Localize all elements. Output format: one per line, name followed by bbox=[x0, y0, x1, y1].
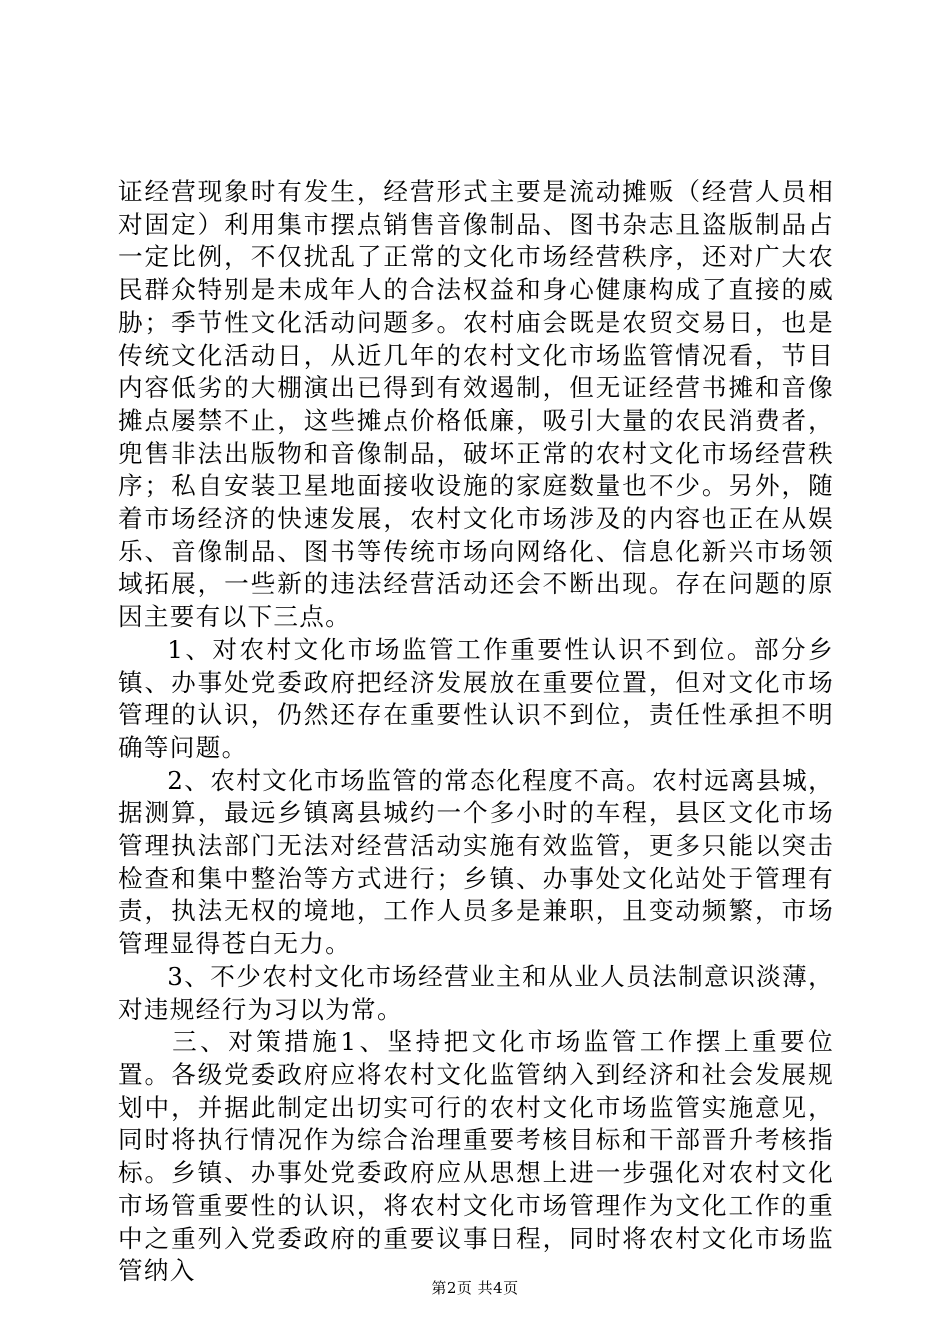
paragraph-point-1: 1、对农村文化市场监管工作重要性认识不到位。部分乡镇、办事处党委政府把经济发展放在重要位置，但对文化市场管理的认识，仍然还存在重要性认识不到位，责任性承担不明确等问题。 bbox=[118, 634, 834, 762]
body-text bbox=[118, 176, 834, 1288]
paragraph-countermeasures: 三、对策措施1、坚持把文化市场监管工作摆上重要位置。各级党委政府应将农村文化监管纳入到经济和社会发展规划中，并据此制定出切实可行的农村文化市场监管实施意见，同时将执行情况作为综合治理重要考核目标和干部晋升考核指标。乡镇、办事处党委政府应从思想上进一步强化对农村文化市场管重要性的认识，将农村文化市场管理作为文化工作的重中之重列入党委政府的重要议事日程，同时将农村文化市场监管纳入 bbox=[118, 1027, 834, 1286]
paragraph-point-2: 2、农村文化市场监管的常态化程度不高。农村远离县城，据测算，最远乡镇离县城约一个多小时的车程，县区文化市场管理执法部门无法对经营活动实施有效监管，更多只能以突击检查和集中整治等方式进行；乡镇、办事处文化站处于管理有责，执法无权的境地，工作人员多是兼职，且变动频繁，市场管理显得苍白无力。 bbox=[118, 765, 834, 959]
paragraph-continuation: 证经营现象时有发生，经营形式主要是流动摊贩（经营人员相对固定）利用集市摆点销售音像制品、图书杂志且盗版制品占一定比例，不仅扰乱了正常的文化市场经营秩序，还对广大农民群众特别是未成年人的合法权益和身心健康构成了直接的威胁；季节性文化活动问题多。农村庙会既是农贸交易日，也是传统文化活动日，从近几年的农村文化市场监管情况看，节目内容低劣的大棚演出已得到有效遏制，但无证经营书摊和音像摊点屡禁不止，这些摊点价格低廉，吸引大量的农民消费者，兜售非法出版物和音像制品，破坏正常的农村文化市场经营秩序；私自安装卫星地面接收设施的家庭数量也不少。另外，随着市场经济的快速发展，农村文化市场涉及的内容也正在从娱乐、音像制品、图书等传统市场向网络化、信息化新兴市场领域拓展，一些新的违法经营活动还会不断出现。存在问题的原因主要有以下三点。 bbox=[118, 177, 834, 632]
page-footer: 第2页 共4页 bbox=[431, 1279, 519, 1297]
paragraph-point-3: 3、不少农村文化市场经营业主和从业人员法制意识淡薄，对违规经行为习以为常。 bbox=[118, 961, 834, 1024]
